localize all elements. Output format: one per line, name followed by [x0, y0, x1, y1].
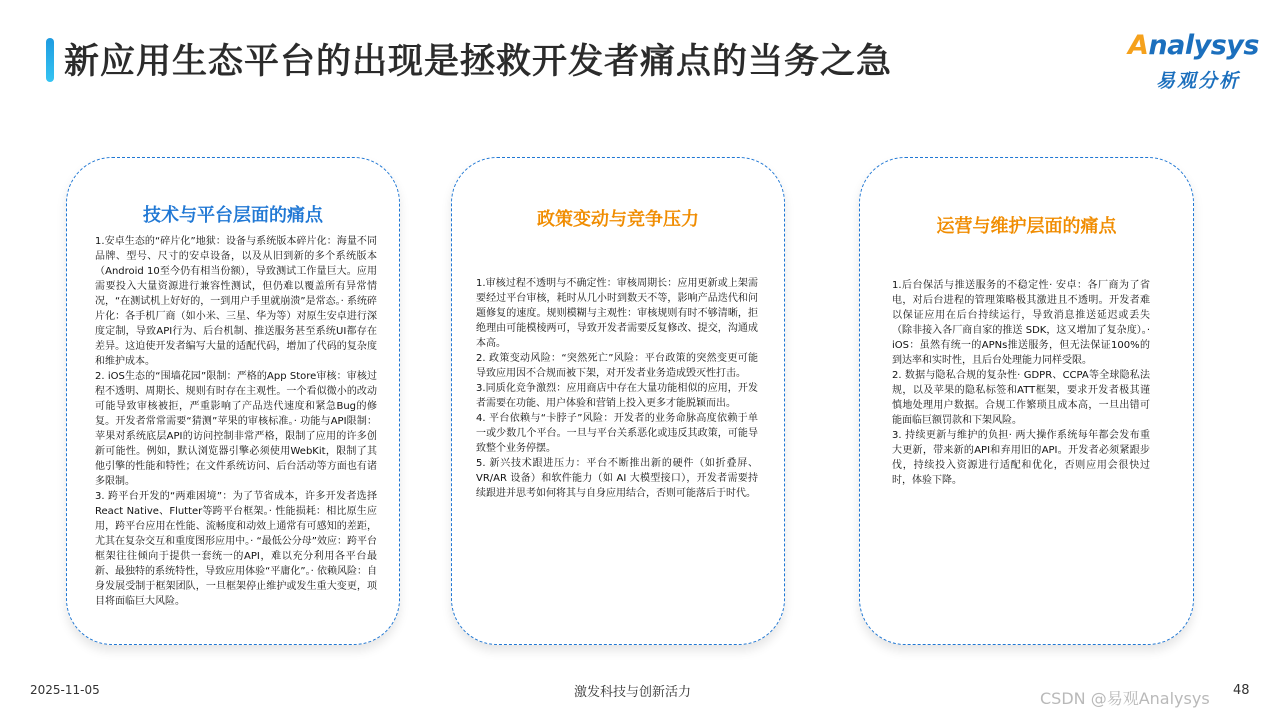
pain-point-paragraph: 2. 数据与隐私合规的复杂性· GDPR、CCPA等全球隐私法规，以及苹果的隐私标签和ATT框架，要求开发者极其谨慎地处理用户数据。合规工作繁琐且成本高，一旦出错可能面临巨额罚款和下架风险。 — [892, 370, 1150, 426]
footer-date: 2025-11-05 — [30, 683, 100, 697]
card-title: 技术与平台层面的痛点 — [143, 205, 323, 226]
pain-point-paragraph: 4. 平台依赖与“卡脖子”风险：开发者的业务命脉高度依赖于单一或少数几个平台。一旦与平台关系恶化或违反其政策，可能导致整个业务停摆。 — [476, 413, 758, 454]
card-body — [95, 234, 377, 609]
logo-wordmark-rest: nalysys — [1148, 30, 1259, 61]
card-body — [892, 278, 1150, 488]
pain-point-paragraph: 3.同质化竞争激烈：应用商店中存在大量功能相似的应用，开发者需要在功能、用户体验和营销上投入更多才能脱颖而出。 — [476, 383, 758, 409]
footer-slogan: 激发科技与创新活力 — [574, 685, 692, 700]
card-technical-pain-points — [66, 157, 400, 645]
logo-chinese-name: 易观分析 — [1156, 70, 1241, 92]
csdn-watermark: CSDN @易观Analysys — [1040, 689, 1210, 708]
page-number: 48 — [1233, 683, 1250, 698]
card-body — [476, 276, 758, 501]
pain-point-paragraph: 3. 跨平台开发的“两难困境”：为了节省成本，许多开发者选择React Native、Flutter等跨平台框架。· 性能损耗：相比原生应用，跨平台应用在性能、流畅度和动效上通常有可感知的差距，尤其在复杂交互和重度图形应用中。· “最低公分母”效应：跨平台框架往往倾向于提供一套统一的API，难以充分利用各平台最新、最独特的系统特性，导致应用体验“平庸化”。· 依赖风险：自身发展受制于框架团队，一旦框架停止维护或发生重大变更，项目将面临巨大风险。 — [95, 491, 377, 607]
pain-point-paragraph: 2. iOS生态的“围墙花园”限制：严格的App Store审核：审核过程不透明、周期长、规则有时存在主观性。一个看似微小的改动可能导致审核被拒，严重影响了产品迭代速度和紧急Bug的修复。开发者常常需要“猜测”苹果的审核标准。· 功能与API限制：苹果对系统底层API的访问控制非常严格，限制了应用的许多创新可能性。例如，默认浏览器引擎必须使用WebKit，限制了其他引擎的性能和特性；在文件系统访问、后台活动等方面也有诸多限制。 — [95, 371, 377, 487]
pain-point-paragraph: 3. 持续更新与维护的负担· 两大操作系统每年都会发布重大更新，带来新的API和弃用旧的API。开发者必须紧跟步伐，持续投入资源进行适配和优化，否则应用会很快过时，体验下降。 — [892, 430, 1150, 486]
pain-point-paragraph: 1.审核过程不透明与不确定性：审核周期长：应用更新或上架需要经过平台审核，耗时从几小时到数天不等，影响产品迭代和问题修复的速度。规则模糊与主观性：审核规则有时不够清晰，拒绝理由可能模棱两可，导致开发者需要反复修改、提交，沟通成本高。 — [476, 278, 758, 349]
pain-point-paragraph: 1.后台保活与推送服务的不稳定性· 安卓：各厂商为了省电，对后台进程的管理策略极其激进且不透明。开发者难以保证应用在后台持续运行，导致消息推送延迟或丢失（除非接入各厂商自家的推送 SDK，这又增加了复杂度）。· iOS：虽然有统一的APNs推送服务，但无法保证100%的到达率和实时性，且后台处理能力同样受限。 — [892, 280, 1150, 366]
logo-wordmark — [1128, 30, 1259, 61]
card-title: 政策变动与竞争压力 — [537, 209, 699, 230]
card-operations-maintenance — [859, 157, 1194, 645]
page-title: 新应用生态平台的出现是拯救开发者痛点的当务之急 — [64, 42, 893, 82]
card-policy-competition — [451, 157, 785, 645]
title-accent-bar — [46, 38, 54, 82]
logo-swoosh: A — [1128, 30, 1149, 61]
pain-point-paragraph: 5. 新兴技术跟进压力：平台不断推出新的硬件（如折叠屏、VR/AR 设备）和软件能力（如 AI 大模型接口），开发者需要持续跟进并思考如何将其与自身应用结合，否则可能落后于时代。 — [476, 458, 758, 499]
analysys-logo — [1128, 30, 1258, 94]
card-title: 运营与维护层面的痛点 — [936, 216, 1117, 237]
pain-point-paragraph: 2. 政策变动风险：“突然死亡”风险：平台政策的突然变更可能导致应用因不合规而被下架，对开发者业务造成毁灭性打击。 — [476, 353, 758, 379]
pain-point-paragraph: 1.安卓生态的“碎片化”地狱：设备与系统版本碎片化：海量不同品牌、型号、尺寸的安卓设备，以及从旧到新的多个系统版本（Android 10至今仍有相当份额），导致测试工作量巨大。应用需要投入大量资源进行兼容性测试，但仍难以覆盖所有异常情况，“在测试机上好好的，一到用户手里就崩溃”是常态。· 系统碎片化：各手机厂商（如小米、三星、华为等）对原生安卓进行深度定制，导致API行为、后台机制、推送服务甚至系统UI都存在差异。这迫使开发者编写大量的适配代码，增加了代码的复杂度和维护成本。 — [95, 236, 377, 367]
